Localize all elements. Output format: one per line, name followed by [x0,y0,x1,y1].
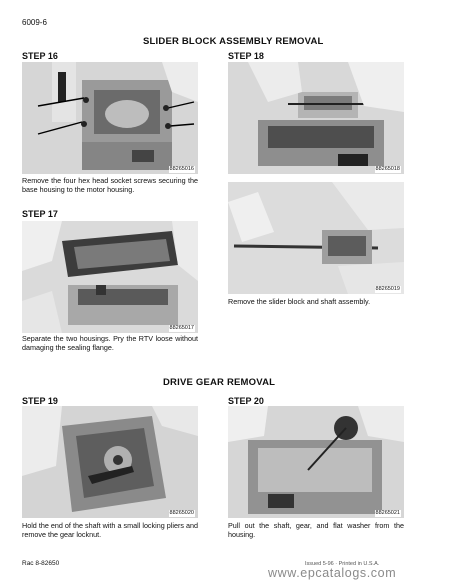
step-19-photo-number: 88265020 [169,510,194,516]
step-17-label: STEP 17 [22,209,58,219]
step-16-caption: Remove the four hex head socket screws securing the base housing to the motor housing. [22,176,198,194]
step-16-image [22,62,198,174]
step-20-photo [228,406,404,518]
step-20-caption: Pull out the shaft, gear, and flat washer from the housing. [228,521,404,539]
watermark: www.epcatalogs.com [268,566,397,580]
step-17-caption: Separate the two housings. Pry the RTV loose without damaging the sealing flange. [22,334,198,352]
step-18-image [228,62,404,174]
step-16-photo [22,62,198,174]
step-17-image [22,221,198,333]
section-title-drive-gear: DRIVE GEAR REMOVAL [163,377,276,388]
step-19-photo [22,406,198,518]
step-17-photo [22,221,198,333]
step-20-image [228,406,404,518]
step-18b-image [228,182,404,294]
page-number: 6009-6 [22,18,47,27]
step-17-photo-number: 88265017 [169,325,194,331]
section-title-slider-block: SLIDER BLOCK ASSEMBLY REMOVAL [143,36,324,47]
step-19-label: STEP 19 [22,396,58,406]
step-18b-photo-number: 88265019 [375,286,400,292]
step-16-label: STEP 16 [22,51,58,61]
step-20-label: STEP 20 [228,396,264,406]
step-19-caption: Hold the end of the shaft with a small locking pliers and remove the gear locknut. [22,521,198,539]
footer-issue-info: Issued 5-96 · Printed in U.S.A. [305,561,380,567]
step-18-photo [228,62,404,174]
step-18b-photo [228,182,404,294]
footer-part-number: Rac 8-82650 [22,560,60,567]
step-18-label: STEP 18 [228,51,264,61]
step-20-photo-number: 88265021 [375,510,400,516]
step-16-photo-number: 88265016 [169,166,194,172]
step-19-image [22,406,198,518]
step-18b-caption: Remove the slider block and shaft assembly. [228,297,371,306]
step-18-photo-number: 88265018 [375,166,400,172]
